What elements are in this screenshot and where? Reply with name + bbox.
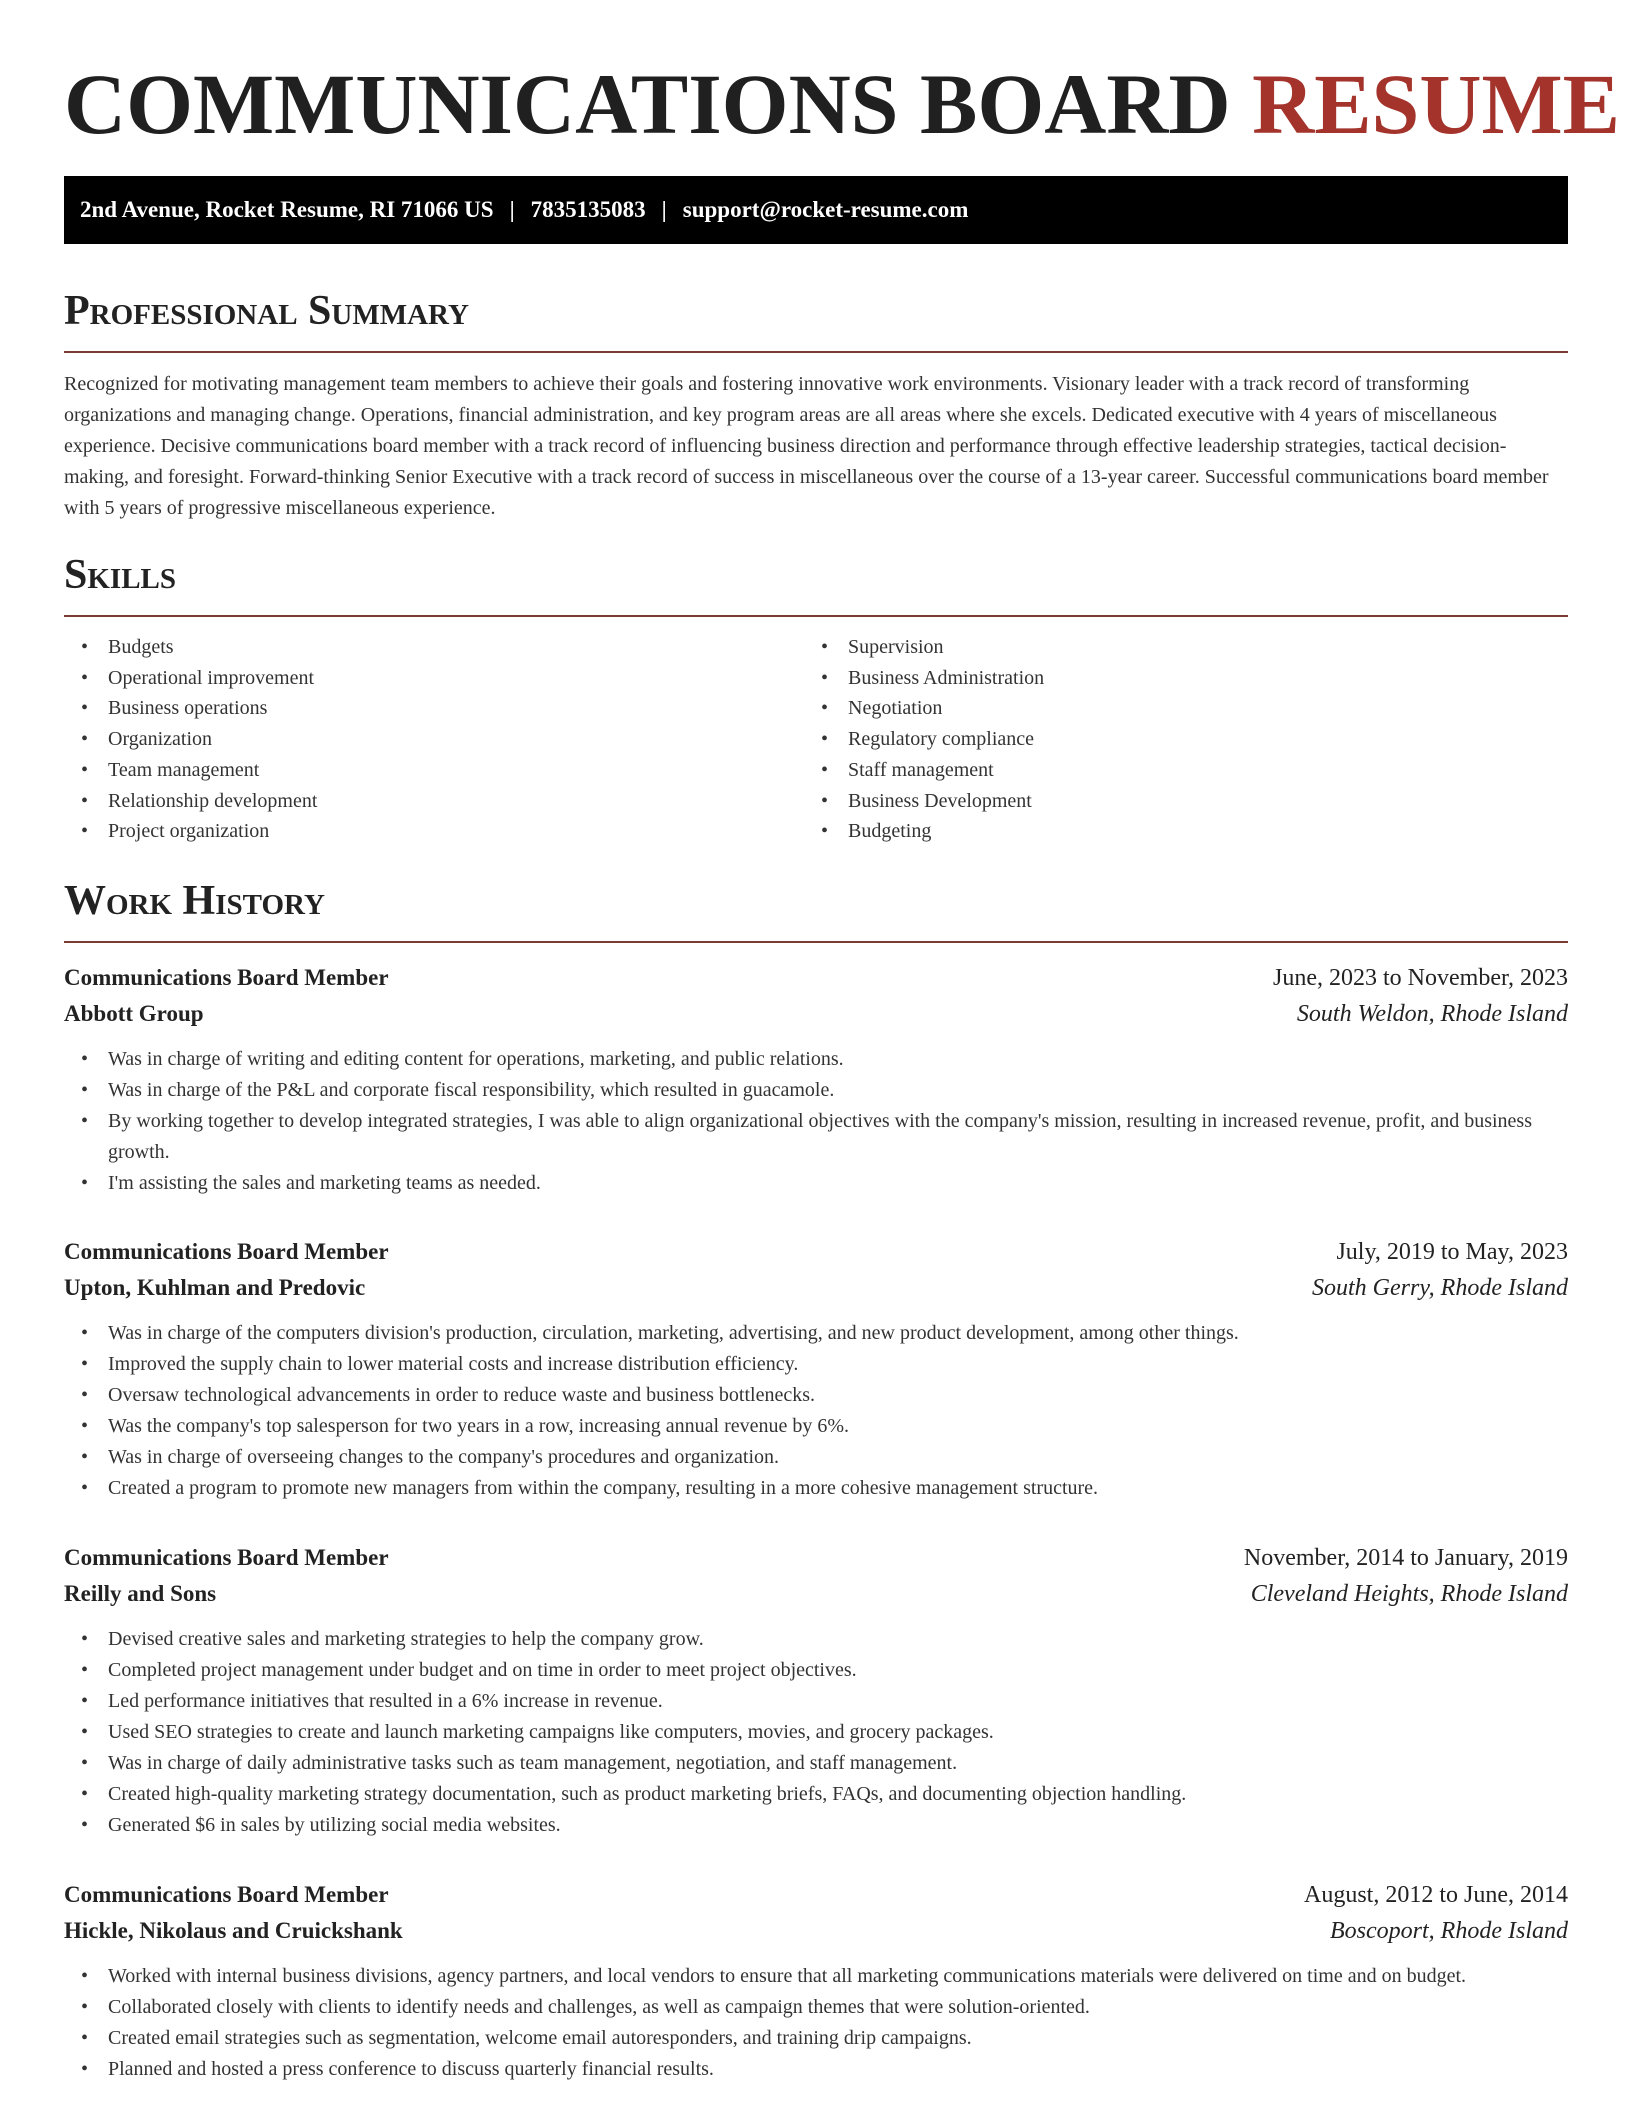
- job-bullet: • Worked with internal business divisions, agency partners, and local vendors to ensure that all marketing communications materials were delivered on time and on budget.: [64, 1961, 1568, 1992]
- skill-item: • Organization: [64, 724, 764, 755]
- job-bullet: • Was in charge of writing and editing content for operations, marketing, and public relations.: [64, 1044, 1568, 1075]
- job-company: Hickle, Nikolaus and Cruickshank: [64, 1918, 403, 1943]
- job-bullet: • Used SEO strategies to create and launch marketing campaigns like computers, movies, and grocery packages.: [64, 1717, 1568, 1748]
- skill-item: • Relationship development: [64, 786, 764, 817]
- title-main: COMMUNICATIONS BOARD: [64, 56, 1231, 152]
- job-bullets: [64, 1624, 1568, 1841]
- job-bullet: • Was in charge of daily administrative tasks such as team management, negotiation, and staff management.: [64, 1748, 1568, 1779]
- job-bullet: • Was in charge of overseeing changes to the company's procedures and organization.: [64, 1442, 1568, 1473]
- job-bullet: • Collaborated closely with clients to identify needs and challenges, as well as campaign themes that were solution-oriented.: [64, 1992, 1568, 2023]
- skill-item: • Business operations: [64, 693, 764, 724]
- job-header-row: [64, 1877, 1568, 1913]
- job-entry: [64, 1234, 1568, 1504]
- skill-item: • Supervision: [804, 632, 1504, 663]
- job-bullet: • I'm assisting the sales and marketing teams as needed.: [64, 1168, 1568, 1199]
- job-bullet: • Oversaw technological advancements in order to reduce waste and business bottlenecks.: [64, 1380, 1568, 1411]
- contact-separator: |: [509, 197, 515, 222]
- job-title: Communications Board Member: [64, 1882, 389, 1907]
- job-location: Cleveland Heights, Rhode Island: [1250, 1581, 1568, 1607]
- job-title: Communications Board Member: [64, 1239, 389, 1264]
- job-location: South Gerry, Rhode Island: [1312, 1275, 1568, 1301]
- job-bullet: • Was in charge of the P&L and corporate fiscal responsibility, which resulted in guacamole.: [64, 1075, 1568, 1106]
- job-dates: July, 2019 to May, 2023: [1336, 1239, 1568, 1265]
- job-bullet: • Improved the supply chain to lower material costs and increase distribution efficiency.: [64, 1349, 1568, 1380]
- skill-item: • Budgeting: [804, 816, 1504, 847]
- job-bullet: • Completed project management under budget and on time in order to meet project objectives.: [64, 1655, 1568, 1686]
- job-bullet: • Generated $6 in sales by utilizing social media websites.: [64, 1810, 1568, 1841]
- job-dates: August, 2012 to June, 2014: [1304, 1882, 1568, 1908]
- job-bullet: • Created high-quality marketing strategy documentation, such as product marketing briefs, FAQs, and documenting objection handling.: [64, 1779, 1568, 1810]
- resume-title: [64, 54, 1620, 154]
- skill-item: • Budgets: [64, 632, 764, 663]
- job-bullet: • By working together to develop integrated strategies, I was able to align organizational objectives with the company's mission, resulting in increased revenue, profit, and business growth.: [64, 1106, 1568, 1168]
- summary-text: Recognized for motivating management team members to achieve their goals and fostering innovative work environments. Visionary leader with a track record of transforming organizations and managing change. Operations, financial administration, and key program areas are all areas where she excels. Dedicated executive with 4 years of miscellaneous experience. Decisive communications board member with a track record of influencing business direction and performance through effective leadership strategies, tactical decision-making, and foresight. Forward-thinking Senior Executive with a track record of success in miscellaneous over the course of a 13-year career. Successful communications board member with 5 years of progressive miscellaneous experience.: [64, 373, 1549, 519]
- job-dates: June, 2023 to November, 2023: [1273, 965, 1568, 991]
- skills-divider: [64, 615, 1568, 617]
- skill-item: • Team management: [64, 755, 764, 786]
- job-bullets: [64, 1318, 1568, 1504]
- job-dates: November, 2014 to January, 2019: [1243, 1545, 1568, 1571]
- job-company-row: [64, 996, 1568, 1032]
- skill-item: • Regulatory compliance: [804, 724, 1504, 755]
- summary-heading: Professional Summary: [64, 288, 469, 334]
- job-title: Communications Board Member: [64, 1545, 389, 1570]
- job-location: South Weldon, Rhode Island: [1296, 1001, 1568, 1027]
- job-company-row: [64, 1913, 1568, 1949]
- skill-item: • Business Administration: [804, 663, 1504, 694]
- work-history-divider: [64, 941, 1568, 943]
- skills-list-right: [804, 632, 1504, 847]
- skill-item: • Project organization: [64, 816, 764, 847]
- job-bullets: [64, 1961, 1568, 2085]
- job-entry: [64, 1877, 1568, 2085]
- job-header-row: [64, 960, 1568, 996]
- contact-separator: |: [661, 197, 667, 222]
- job-company: Upton, Kuhlman and Predovic: [64, 1275, 366, 1300]
- job-bullet: • Planned and hosted a press conference to discuss quarterly financial results.: [64, 2054, 1568, 2085]
- summary-divider: [64, 351, 1568, 353]
- skill-item: • Operational improvement: [64, 663, 764, 694]
- skill-item: • Staff management: [804, 755, 1504, 786]
- job-bullet: • Was in charge of the computers division's production, circulation, marketing, advertising, and new product development, among other things.: [64, 1318, 1568, 1349]
- title-accent: RESUME: [1252, 56, 1621, 152]
- contact-phone: 7835135083: [530, 197, 646, 222]
- job-bullet: • Created email strategies such as segmentation, welcome email autoresponders, and training drip campaigns.: [64, 2023, 1568, 2054]
- job-company: Abbott Group: [64, 1001, 204, 1026]
- job-entry: [64, 1540, 1568, 1841]
- contact-bar: [64, 176, 1568, 244]
- job-header-row: [64, 1540, 1568, 1576]
- job-bullet: • Created a program to promote new managers from within the company, resulting in a more cohesive management structure.: [64, 1473, 1568, 1504]
- skills-heading: Skills: [64, 552, 177, 598]
- job-company-row: [64, 1270, 1568, 1306]
- job-entry: [64, 960, 1568, 1199]
- job-header-row: [64, 1234, 1568, 1270]
- skill-item: • Negotiation: [804, 693, 1504, 724]
- job-title: Communications Board Member: [64, 965, 389, 990]
- job-bullets: [64, 1044, 1568, 1199]
- job-location: Boscoport, Rhode Island: [1330, 1918, 1568, 1944]
- job-bullet: • Was the company's top salesperson for two years in a row, increasing annual revenue by 6%.: [64, 1411, 1568, 1442]
- work-history-heading: Work History: [64, 878, 325, 924]
- job-company: Reilly and Sons: [64, 1581, 217, 1606]
- contact-email: support@rocket-resume.com: [682, 197, 969, 222]
- job-company-row: [64, 1576, 1568, 1612]
- job-bullet: • Led performance initiatives that resulted in a 6% increase in revenue.: [64, 1686, 1568, 1717]
- skill-item: • Business Development: [804, 786, 1504, 817]
- job-bullet: • Devised creative sales and marketing strategies to help the company grow.: [64, 1624, 1568, 1655]
- skills-list-left: [64, 632, 764, 847]
- contact-address: 2nd Avenue, Rocket Resume, RI 71066 US: [80, 197, 494, 222]
